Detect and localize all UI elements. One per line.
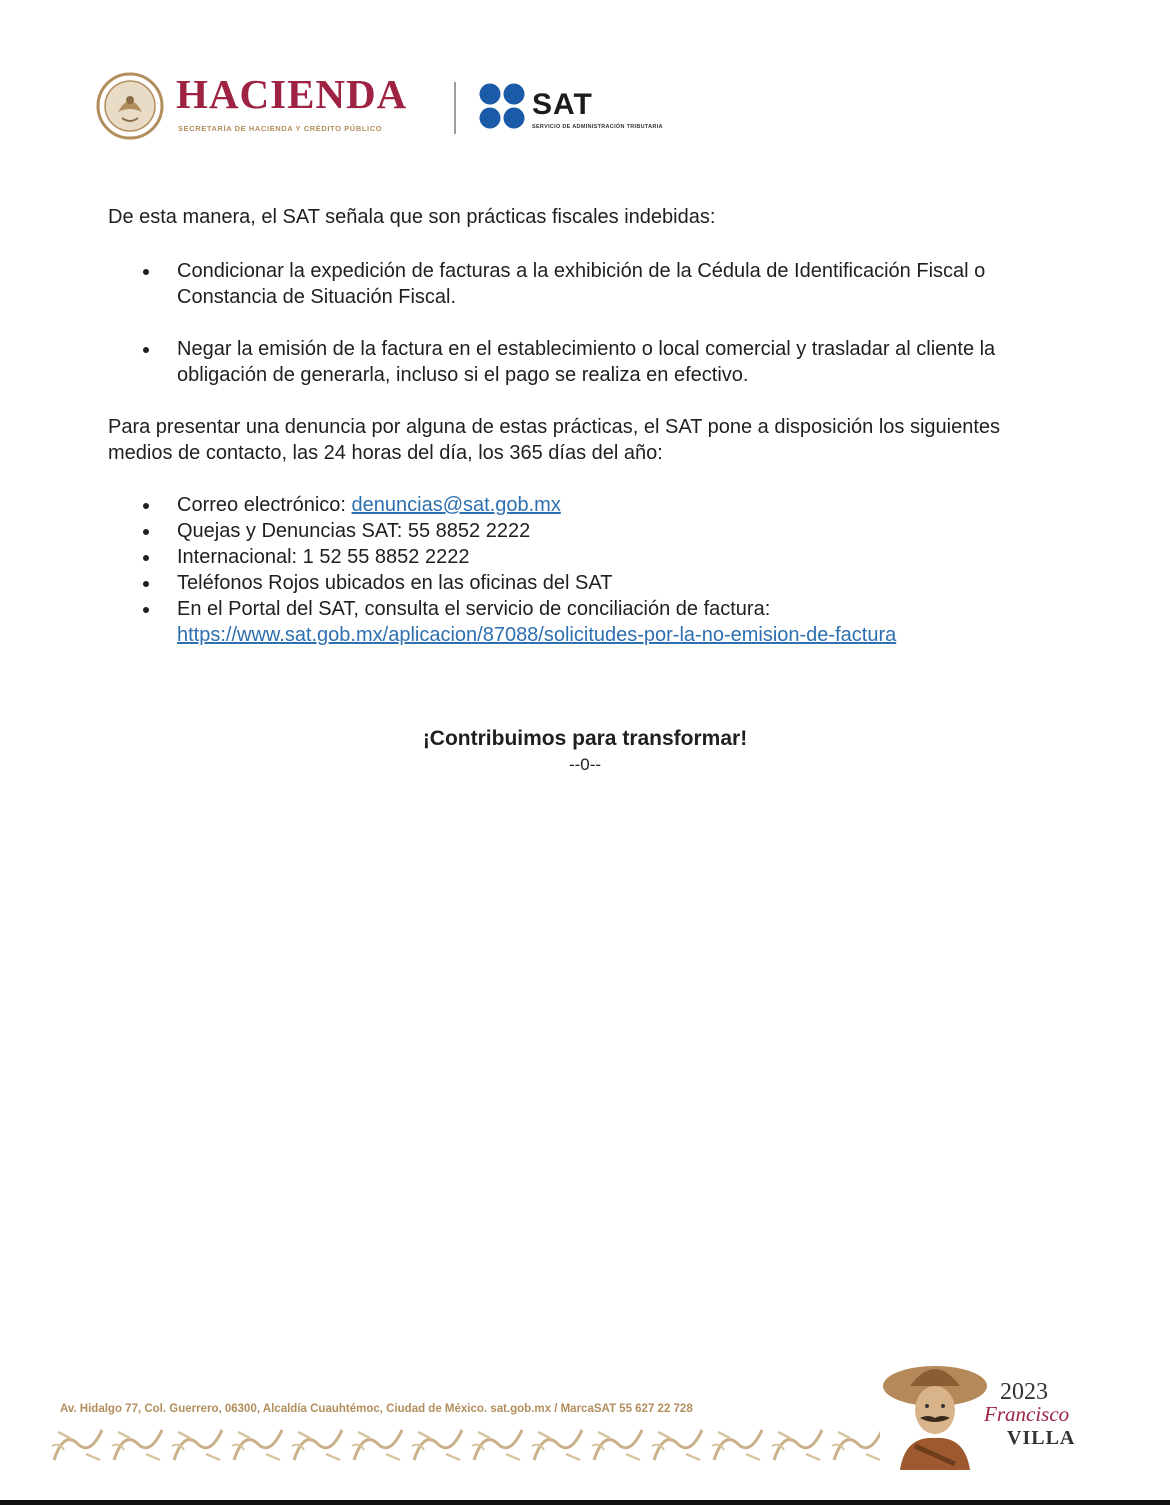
commemorative-year: 2023 xyxy=(1000,1379,1048,1405)
closing-block xyxy=(0,725,1170,775)
logo-divider xyxy=(454,82,456,134)
sat-logo-subtitle: SERVICIO DE ADMINISTRACIÓN TRIBUTARIA xyxy=(532,124,663,130)
list-item: Negar la emisión de la factura en el establecimiento o local comercial y trasladar al cliente la obligación de generarla, incluso si el pago se realiza en efectivo. xyxy=(108,336,1068,388)
portal-link[interactable]: https://www.sat.gob.mx/aplicacion/87088/solicitudes-por-la-no-emision-de-factura xyxy=(177,624,897,646)
commemorative-surname: VILLA xyxy=(1007,1427,1076,1449)
hacienda-logo-title: HACIENDA xyxy=(176,71,408,117)
list-item-quejas: Quejas y Denuncias SAT: 55 8852 2222 xyxy=(108,518,1068,544)
contact-intro-paragraph: Para presentar una denuncia por alguna de estas prácticas, el SAT pone a disposición los siguientes medios de contacto, las 24 horas del día, los 365 días del año: xyxy=(108,416,1001,464)
list-item-internacional: Internacional: 1 52 55 8852 2222 xyxy=(108,544,1068,570)
document-body xyxy=(108,204,1068,648)
list-item-email xyxy=(108,492,1068,518)
footer-address: Av. Hidalgo 77, Col. Guerrero, 06300, Alcaldía Cuauhtémoc, Ciudad de México. sat.gob.mx / MarcaSAT 55 627 22 728 xyxy=(60,1403,693,1415)
intro-paragraph: De esta manera, el SAT señala que son prácticas fiscales indebidas: xyxy=(108,206,716,228)
list-item-telefonos-rojos: Teléfonos Rojos ubicados en las oficinas del SAT xyxy=(108,570,1068,596)
letterhead xyxy=(96,68,736,148)
list-item-portal xyxy=(108,596,1068,648)
bottom-border xyxy=(0,1500,1170,1505)
portal-label: En el Portal del SAT, consulta el servicio de conciliación de factura: xyxy=(177,598,771,620)
national-seal-icon xyxy=(96,72,164,140)
sat-dots-icon xyxy=(478,82,526,130)
email-label: Correo electrónico: xyxy=(177,494,352,516)
email-link[interactable]: denuncias@sat.gob.mx xyxy=(351,494,561,516)
hacienda-logo-subtitle: SECRETARÍA DE HACIENDA Y CRÉDITO PÚBLICO xyxy=(178,124,383,133)
practices-list xyxy=(108,258,1068,388)
francisco-villa-portrait-icon xyxy=(880,1356,990,1470)
contacts-list xyxy=(108,492,1068,648)
commemorative-name: Francisco xyxy=(984,1402,1070,1426)
list-item: Condicionar la expedición de facturas a la exhibición de la Cédula de Identificación Fiscal o Constancia de Situación Fiscal. xyxy=(108,258,1068,310)
end-mark: --0-- xyxy=(568,755,602,774)
decorative-pattern-band xyxy=(50,1424,880,1464)
slogan: ¡Contribuimos para transformar! xyxy=(422,727,748,750)
sat-logo-word: SAT xyxy=(532,88,593,121)
